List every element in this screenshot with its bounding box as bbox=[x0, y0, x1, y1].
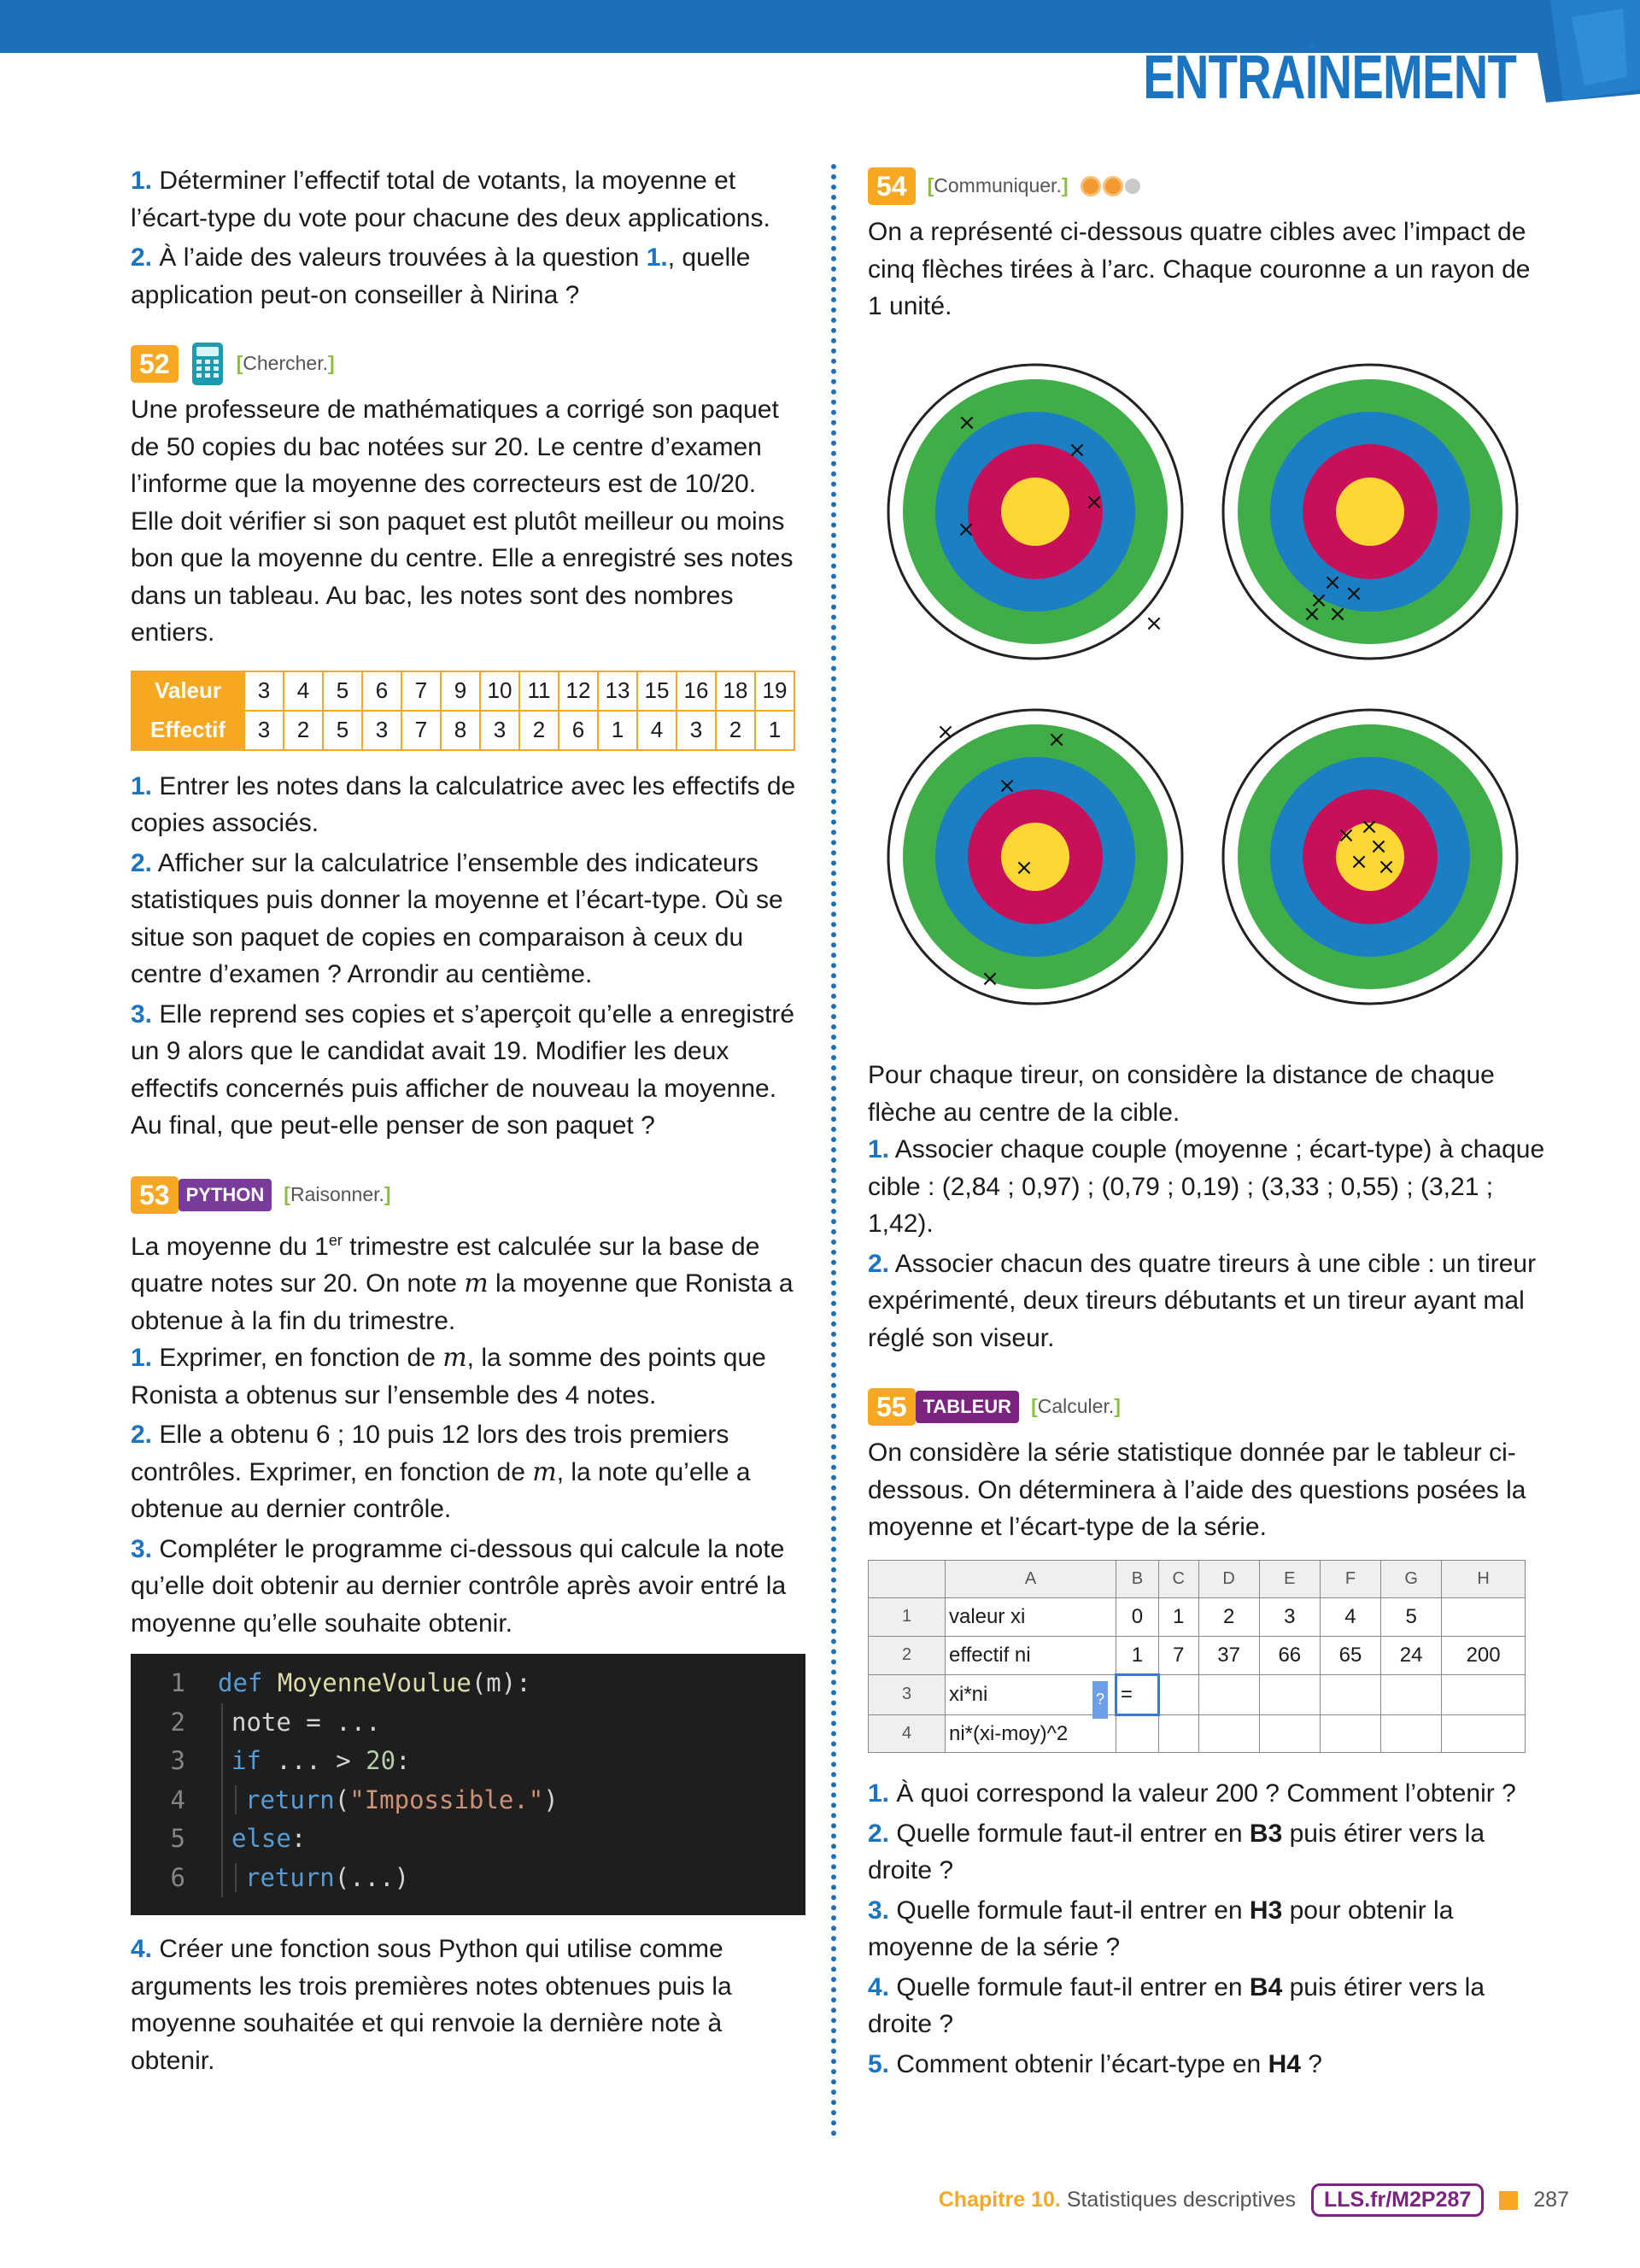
exercise-tag: [Chercher.] bbox=[236, 352, 335, 375]
table-cell: 3 bbox=[480, 711, 519, 750]
arrow-impact-mark: × bbox=[1350, 848, 1368, 875]
spreadsheet-cell[interactable]: 24 bbox=[1381, 1636, 1442, 1675]
exercise-55-question-1: 1. À quoi correspond la valeur 200 ? Comment l’obtenir ? bbox=[868, 1779, 1516, 1808]
difficulty-dot-empty bbox=[1125, 179, 1140, 194]
spreadsheet-column-letter[interactable]: B bbox=[1116, 1560, 1159, 1598]
arrow-impact-mark: × bbox=[981, 965, 999, 992]
arrow-impact-mark: × bbox=[1344, 580, 1363, 607]
table-cell: 3 bbox=[362, 711, 401, 750]
table-cell: 11 bbox=[519, 671, 559, 711]
spreadsheet-cell[interactable] bbox=[1442, 1598, 1526, 1637]
target-ring bbox=[1001, 478, 1069, 546]
arrow-impact-mark: × bbox=[1369, 833, 1388, 859]
table-cell: 13 bbox=[598, 671, 637, 711]
table-row bbox=[132, 711, 794, 750]
arrow-impact-mark: × bbox=[1377, 853, 1396, 880]
spreadsheet-corner bbox=[869, 1560, 946, 1598]
spreadsheet-cell[interactable]: 1 bbox=[1116, 1636, 1159, 1675]
table-cell: 3 bbox=[244, 671, 284, 711]
table-cell: 12 bbox=[559, 671, 598, 711]
code-line: 1 def MoyenneVoulue (m): bbox=[170, 1668, 531, 1697]
exercise-53-header bbox=[131, 1171, 805, 1219]
arrow-impact-mark: × bbox=[958, 409, 976, 436]
exercise-55-question-5: 5. Comment obtenir l’écart-type en H4 ? bbox=[868, 2049, 1322, 2078]
arrow-impact-mark: × bbox=[1303, 601, 1321, 627]
footer-chapter: Chapitre 10. Statistiques descriptives bbox=[938, 2188, 1296, 2212]
spreadsheet-cell[interactable] bbox=[1158, 1675, 1198, 1715]
spreadsheet-cell[interactable]: 200 bbox=[1442, 1636, 1526, 1675]
arrow-impact-mark: × bbox=[1323, 569, 1342, 595]
calculator-icon bbox=[190, 341, 225, 387]
arrow-impact-mark: × bbox=[1015, 854, 1034, 881]
code-line: 6 return(...) bbox=[131, 1859, 805, 1898]
target-2 bbox=[1223, 365, 1517, 659]
spreadsheet-cell-text: xi*ni bbox=[949, 1683, 988, 1706]
spreadsheet-cell[interactable] bbox=[1381, 1714, 1442, 1753]
exercise-53-question-1: 1. Exprimer, en fonction de m, la somme des points que Ronista a obtenus sur l’ensemble des 4 notes. bbox=[131, 1343, 766, 1409]
table-cell: 7 bbox=[401, 711, 441, 750]
arrow-impact-mark: × bbox=[1047, 726, 1066, 753]
target-3 bbox=[888, 710, 1182, 1004]
spreadsheet-cell[interactable] bbox=[1381, 1675, 1442, 1715]
table-cell: 3 bbox=[244, 711, 284, 750]
exercise-55-statement: On considère la série statistique donnée par le tableur ci-dessous. On déterminera à l’aide des questions posées la moyenne et l’écart-type de la série. bbox=[868, 1439, 1526, 1541]
table-cell: 1 bbox=[755, 711, 794, 750]
spreadsheet-cell[interactable]: 66 bbox=[1259, 1636, 1320, 1675]
table-cell: 2 bbox=[284, 711, 323, 750]
page-number: 287 bbox=[1533, 2188, 1569, 2212]
spreadsheet-cell[interactable] bbox=[946, 1675, 1116, 1715]
exercise-55-question-2: 2. Quelle formule faut-il entrer en B3 puis étirer vers la droite ? bbox=[868, 1819, 1485, 1884]
spreadsheet-cell[interactable]: 3 bbox=[1259, 1598, 1320, 1637]
spreadsheet-cell[interactable]: valeur xi bbox=[946, 1598, 1116, 1637]
table-cell: 19 bbox=[755, 671, 794, 711]
table-cell: 15 bbox=[637, 671, 676, 711]
difficulty-dot-filled bbox=[1103, 176, 1123, 196]
spreadsheet-column-letter[interactable]: G bbox=[1381, 1560, 1442, 1598]
spreadsheet-column-letter[interactable]: A bbox=[946, 1560, 1116, 1598]
code-line: 4 return("Impossible.") bbox=[131, 1781, 805, 1820]
arrow-impact-mark: × bbox=[1068, 437, 1086, 463]
exercise-52-statement: Une professeure de mathématiques a corrigé son paquet de 50 copies du bac notées sur 20. Le centre d’examen l’informe que la moyenne des correcteurs est de 10/20. Elle doit vérifier si son paquet est plutôt meilleur ou moins bon que la moyenne du centre. Elle a enregistré ses notes dans un tableau. Au bac, les notes sont des nombres entiers. bbox=[131, 396, 794, 647]
exercise-number: 54 bbox=[868, 167, 916, 205]
left-column bbox=[131, 162, 805, 2082]
target-ring bbox=[1336, 478, 1404, 546]
footer-square-icon bbox=[1499, 2191, 1518, 2210]
page-footer bbox=[939, 2183, 1569, 2217]
table-cell: 3 bbox=[676, 711, 716, 750]
target-1 bbox=[888, 365, 1182, 659]
exercise-number: 55 bbox=[868, 1388, 916, 1426]
right-column bbox=[868, 162, 1551, 2085]
table-cell: 6 bbox=[362, 671, 401, 711]
table-row bbox=[132, 671, 794, 711]
spreadsheet-cell[interactable] bbox=[1320, 1714, 1380, 1753]
table-cell: 6 bbox=[559, 711, 598, 750]
exercise-55-header bbox=[868, 1383, 1551, 1431]
spreadsheet-row-number[interactable]: 1 bbox=[869, 1598, 946, 1637]
footer-link[interactable]: LLS.fr/M2P287 bbox=[1311, 2183, 1484, 2217]
exercise-52-question-1: 1. Entrer les notes dans la calculatrice avec les effectifs de copies associés. bbox=[131, 771, 796, 837]
exercise-tag: [Raisonner.] bbox=[284, 1182, 391, 1205]
exercise-54-question-1: 1. Associer chaque couple (moyenne ; écart-type) à chaque cible : (2,84 ; 0,97) ; (0,79 ; 0,19) ; (3,33 ; 0,55) ; (3,21 ; 1,42). bbox=[868, 1135, 1545, 1238]
spreadsheet-row bbox=[869, 1714, 1526, 1753]
difficulty-indicator bbox=[1081, 176, 1140, 196]
spreadsheet-cell[interactable]: ni*(xi-moy)^2 bbox=[946, 1714, 1116, 1753]
spreadsheet-row-number[interactable]: 4 bbox=[869, 1714, 946, 1753]
spreadsheet-row bbox=[869, 1675, 1526, 1715]
section-title: ENTRAÎNEMENT bbox=[1143, 44, 1516, 112]
top-banner bbox=[0, 0, 1174, 53]
spreadsheet-column-letter[interactable]: F bbox=[1320, 1560, 1380, 1598]
exercise-54-question-2: 2. Associer chacun des quatre tireurs à une cible : un tireur expérimenté, deux tireurs débutants et un tireur ayant mal réglé son viseur. bbox=[868, 1249, 1537, 1352]
spreadsheet-cell[interactable] bbox=[1442, 1714, 1526, 1753]
arrow-impact-mark: × bbox=[1145, 610, 1163, 636]
code-line: 5 else: bbox=[131, 1820, 805, 1859]
spreadsheet-column-letter[interactable]: E bbox=[1259, 1560, 1320, 1598]
column-divider bbox=[831, 164, 836, 2137]
spreadsheet-cell[interactable]: 4 bbox=[1320, 1598, 1380, 1637]
exercise-number: 53 bbox=[131, 1176, 179, 1214]
table-cell: 9 bbox=[441, 671, 480, 711]
exercise-53-question-2: 2. Elle a obtenu 6 ; 10 puis 12 lors des trois premiers contrôles. Exprimer, en fonction de m, la note qu’elle a obtenue au dernier contrôle. bbox=[131, 1421, 751, 1523]
arrow-impact-mark: × bbox=[1309, 587, 1328, 613]
table-cell: 5 bbox=[323, 671, 362, 711]
intro-question-1: 1. Déterminer l’effectif total de votants, la moyenne et l’écart-type du vote pour chacune des deux applications. bbox=[131, 167, 770, 232]
spreadsheet-column-letter[interactable]: C bbox=[1158, 1560, 1198, 1598]
tableur-badge: TABLEUR bbox=[916, 1391, 1019, 1423]
target-4 bbox=[1223, 710, 1517, 1004]
exercise-53-statement: La moyenne du 1er trimestre est calculée sur la base de quatre notes sur 20. On note m la moyenne que Ronista a obtenue à la fin du trimestre. bbox=[131, 1231, 794, 1335]
exercise-52-question-3: 3. Elle reprend ses copies et s’aperçoit qu’elle a enregistré un 9 alors que le candidat avait 19. Modifier les deux effectifs concernés puis afficher de nouveau la moyenne. Au final, que peut-elle penser de son paquet ? bbox=[131, 999, 795, 1140]
spreadsheet-cell[interactable]: = bbox=[1116, 1675, 1159, 1715]
difficulty-dot-filled bbox=[1081, 176, 1101, 196]
spreadsheet-cell[interactable]: 37 bbox=[1198, 1636, 1259, 1675]
table-cell: 2 bbox=[519, 711, 559, 750]
spreadsheet-cell[interactable] bbox=[1320, 1675, 1380, 1715]
spreadsheet-cell[interactable]: 65 bbox=[1320, 1636, 1380, 1675]
table-cell: 1 bbox=[598, 711, 637, 750]
spreadsheet-row-number[interactable]: 3 bbox=[869, 1675, 946, 1715]
exercise-55-question-4: 4. Quelle formule faut-il entrer en B4 puis étirer vers la droite ? bbox=[868, 1972, 1485, 2038]
spreadsheet-cell[interactable] bbox=[1259, 1714, 1320, 1753]
arrow-impact-mark: × bbox=[1085, 489, 1104, 515]
target-ring bbox=[1001, 823, 1069, 891]
arrow-impact-mark: × bbox=[998, 772, 1016, 799]
exercise-54-statement: On a représenté ci-dessous quatre cibles avec l’impact de cinq flèches tirées à l’arc. Chaque couronne a un rayon de 1 unité. bbox=[868, 218, 1531, 320]
spreadsheet-cell[interactable]: 2 bbox=[1198, 1598, 1259, 1637]
table-cell: 5 bbox=[323, 711, 362, 750]
spreadsheet-cell[interactable] bbox=[1116, 1714, 1159, 1753]
code-line: 2 note = ... bbox=[131, 1703, 805, 1743]
table-cell: 16 bbox=[676, 671, 716, 711]
spreadsheet-cell[interactable]: effectif ni bbox=[946, 1636, 1116, 1675]
archery-targets-figure bbox=[868, 344, 1551, 1028]
spreadsheet-row bbox=[869, 1598, 1526, 1637]
help-icon[interactable]: ? bbox=[1092, 1681, 1108, 1719]
exercise-tag: [Calculer.] bbox=[1031, 1395, 1121, 1418]
spreadsheet-row-number[interactable]: 2 bbox=[869, 1636, 946, 1675]
spreadsheet-cell[interactable] bbox=[1442, 1675, 1526, 1715]
spreadsheet-cell[interactable] bbox=[1158, 1714, 1198, 1753]
table-cell: 18 bbox=[716, 671, 755, 711]
spreadsheet-cell[interactable]: 7 bbox=[1158, 1636, 1198, 1675]
arrow-impact-mark: × bbox=[1337, 822, 1356, 848]
grades-table bbox=[131, 671, 795, 751]
spreadsheet-cell[interactable]: 0 bbox=[1116, 1598, 1159, 1637]
spreadsheet-cell[interactable] bbox=[1198, 1714, 1259, 1753]
table-cell: 4 bbox=[637, 711, 676, 750]
exercise-number: 52 bbox=[131, 345, 179, 383]
exercise-54-context: Pour chaque tireur, on considère la distance de chaque flèche au centre de la cible. bbox=[868, 1061, 1495, 1127]
spreadsheet-cell[interactable] bbox=[1198, 1675, 1259, 1715]
table-cell: 2 bbox=[716, 711, 755, 750]
exercise-53-question-4: 4. Créer une fonction sous Python qui utilise comme arguments les trois premières notes obtenues puis la moyenne souhaitée et qui renvoie la dernière note à obtenir. bbox=[131, 1935, 732, 2075]
spreadsheet-column-header-row bbox=[869, 1560, 1526, 1598]
spreadsheet-cell[interactable]: 1 bbox=[1158, 1598, 1198, 1637]
python-badge: PYTHON bbox=[179, 1179, 272, 1211]
spreadsheet bbox=[868, 1560, 1526, 1754]
arrow-impact-mark: × bbox=[1328, 601, 1347, 627]
spreadsheet-row bbox=[869, 1636, 1526, 1675]
spreadsheet-cell[interactable]: 5 bbox=[1381, 1598, 1442, 1637]
arrow-impact-mark: × bbox=[957, 516, 975, 542]
exercise-52-header bbox=[131, 340, 805, 388]
exercise-53-question-3: 3. Compléter le programme ci-dessous qui calcule la note qu’elle doit obtenir au dernier contrôle après avoir entré la moyenne qu’elle souhaite obtenir. bbox=[131, 1534, 787, 1638]
python-code-block bbox=[131, 1654, 805, 1915]
table-header-cell: Valeur bbox=[132, 671, 244, 711]
spreadsheet-cell[interactable] bbox=[1259, 1675, 1320, 1715]
intro-question-2: 2. À l’aide des valeurs trouvées à la question 1., quelle application peut-on conseiller à Nirina ? bbox=[131, 243, 751, 309]
exercise-52-question-2: 2. Afficher sur la calculatrice l’ensemble des indicateurs statistiques puis donner la moyenne et l’écart-type. Où se situe son paquet de copies en comparaison à ceux du centre d’examen ? Arrondir au centième. bbox=[131, 848, 783, 988]
exercise-55-question-3: 3. Quelle formule faut-il entrer en H3 pour obtenir la moyenne de la série ? bbox=[868, 1896, 1454, 1961]
table-cell: 4 bbox=[284, 671, 323, 711]
table-cell: 10 bbox=[480, 671, 519, 711]
table-cell: 7 bbox=[401, 671, 441, 711]
code-line: 3 if ... > 20: bbox=[131, 1742, 805, 1781]
spreadsheet-column-letter[interactable]: H bbox=[1442, 1560, 1526, 1598]
exercise-tag: [Communiquer.] bbox=[927, 174, 1069, 197]
spreadsheet-column-letter[interactable]: D bbox=[1198, 1560, 1259, 1598]
table-cell: 8 bbox=[441, 711, 480, 750]
exercise-54-header bbox=[868, 162, 1551, 210]
arrow-impact-mark: × bbox=[936, 718, 955, 745]
table-header-cell: Effectif bbox=[132, 711, 244, 750]
arrow-impact-mark: × bbox=[1360, 813, 1379, 840]
